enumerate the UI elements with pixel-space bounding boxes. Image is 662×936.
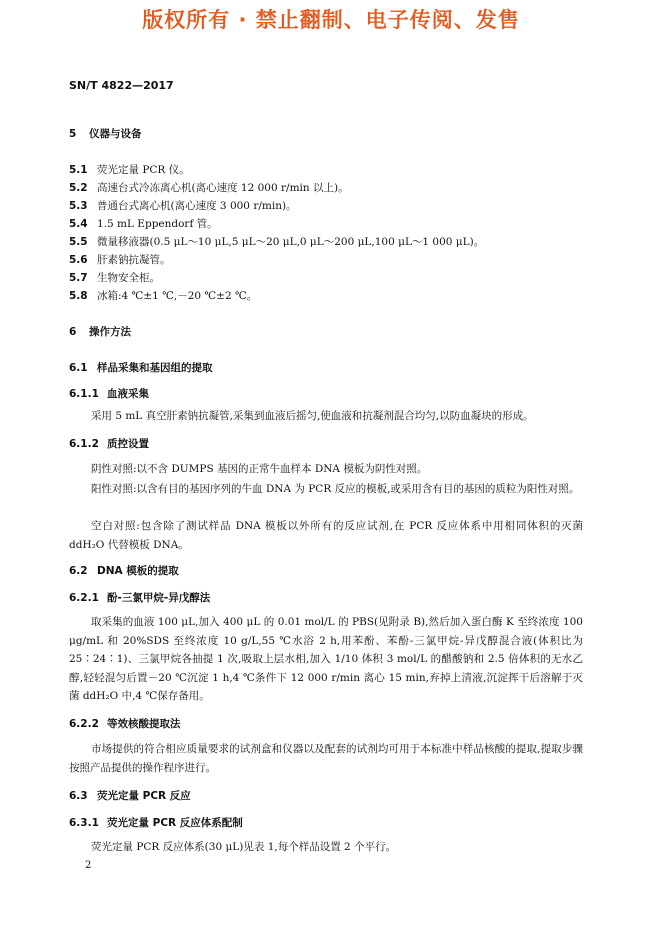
section-number: 6.2.2: [69, 718, 99, 730]
section-title: 操作方法: [89, 326, 131, 338]
section-number: 6.1.2: [69, 438, 99, 450]
item-text: 肝素钠抗凝管。: [97, 254, 171, 266]
item-number: 5.3: [69, 200, 88, 212]
item-text: 1.5 mL Eppendorf 管。: [97, 218, 218, 230]
section-title: 仪器与设备: [89, 128, 142, 140]
item-text: 冰箱:4 ℃±1 ℃,－20 ℃±2 ℃。: [97, 290, 258, 302]
paragraph: 取采集的血液 100 μL,加入 400 μL 的 0.01 mol/L 的 PBS(见附录 B),然后加入蛋白酶 K 至终浓度 100 μg/mL 和 20%SDS 至终浓度 10 g/L,55 ℃水浴 2 h,用苯酚、苯酚-三氯甲烷-异戊醇混合液(体积比为 25∶24∶1)、三氯甲烷各抽提 1 次,吸取上层水相,加入 1/10 体积 3 mol/L 的醋酸钠和 2.5 倍体积的无水乙醇,轻轻混匀后置－20 ℃沉淀 1 h,4 ℃条件下 12 000 r/min 离心 15 min,弃掉上清液,沉淀挥干后溶解于灭菌 ddH₂O 中,4 ℃保存备用。: [69, 616, 583, 703]
section-title: 血液采集: [107, 388, 149, 400]
paragraph: 空白对照:包含除了测试样品 DNA 模板以外所有的反应试剂,在 PCR 反应体系中用相同体积的灭菌 ddH₂O 代替模板 DNA。: [69, 520, 583, 551]
subsection-6-2-1-heading: [69, 590, 210, 605]
section-6-heading: [69, 324, 131, 339]
paragraph: 市场提供的符合相应质量要求的试剂盒和仪器以及配套的试剂均可用于本标准中样品核酸的提取,提取步骤按照产品提供的操作程序进行。: [69, 743, 583, 774]
section-title: 酚-三氯甲烷-异戊醇法: [107, 592, 211, 604]
list-item: [69, 180, 349, 195]
subsection-6-2-heading: [69, 563, 179, 578]
subsection-6-1-heading: [69, 360, 213, 375]
section-title: 荧光定量 PCR 反应: [97, 790, 191, 802]
list-item: [69, 198, 297, 213]
paragraph: 阳性对照:以含有目的基因序列的牛血 DNA 为 PCR 反应的模板,或采用含有目的基因的质粒为阳性对照。: [91, 483, 580, 495]
subsection-6-3-heading: [69, 788, 191, 803]
subsection-6-3-1-heading: [69, 815, 243, 830]
subsection-6-2-2-heading: [69, 716, 181, 731]
list-item: [69, 216, 218, 231]
page-number: 2: [85, 860, 92, 871]
item-number: 5.7: [69, 272, 88, 284]
section-title: 等效核酸提取法: [107, 718, 181, 730]
section-number: 6.2: [69, 565, 88, 577]
subsection-6-1-2-heading: [69, 436, 149, 451]
item-number: 5.5: [69, 236, 88, 248]
item-text: 生物安全柜。: [97, 272, 160, 284]
section-number: 6.1: [69, 362, 88, 374]
item-text: 微量移液器(0.5 μL～10 μL,5 μL～20 μL,0 μL～200 μL,100 μL～1 000 μL)。: [97, 236, 485, 248]
paragraph: 荧光定量 PCR 反应体系(30 μL)见表 1,每个样品设置 2 个平行。: [91, 841, 397, 853]
subsection-6-1-1-heading: [69, 386, 149, 401]
watermark: 版权所有 · 禁止翻制、电子传阅、发售: [142, 8, 520, 32]
list-item: [69, 252, 171, 267]
section-number: 6.1.1: [69, 388, 99, 400]
list-item: [69, 270, 160, 285]
list-item: [69, 288, 257, 303]
section-number: 6: [69, 326, 77, 338]
section-title: 样品采集和基因组的提取: [97, 362, 213, 374]
list-item: [69, 234, 484, 249]
section-5-heading: [69, 126, 142, 141]
item-text: 高速台式冷冻离心机(离心速度 12 000 r/min 以上)。: [97, 182, 349, 194]
section-title: 质控设置: [107, 438, 149, 450]
item-number: 5.2: [69, 182, 88, 194]
section-title: DNA 模板的提取: [97, 565, 179, 577]
item-text: 普通台式离心机(离心速度 3 000 r/min)。: [97, 200, 297, 212]
item-number: 5.8: [69, 290, 88, 302]
section-number: 6.3.1: [69, 817, 99, 829]
standard-code: SN/T 4822—2017: [69, 79, 174, 92]
paragraph: 采用 5 mL 真空肝素钠抗凝管,采集到血液后摇匀,使血液和抗凝剂混合均匀,以防血凝块的形成。: [91, 410, 534, 422]
item-number: 5.4: [69, 218, 88, 230]
section-number: 6.2.1: [69, 592, 99, 604]
section-number: 5: [69, 128, 77, 140]
item-number: 5.1: [69, 164, 88, 176]
list-item: [69, 162, 190, 177]
item-text: 荧光定量 PCR 仪。: [97, 164, 190, 176]
section-number: 6.3: [69, 790, 88, 802]
item-number: 5.6: [69, 254, 88, 266]
paragraph: 阴性对照:以不含 DUMPS 基因的正常牛血样本 DNA 模板为阴性对照。: [91, 463, 428, 475]
section-title: 荧光定量 PCR 反应体系配制: [107, 817, 243, 829]
